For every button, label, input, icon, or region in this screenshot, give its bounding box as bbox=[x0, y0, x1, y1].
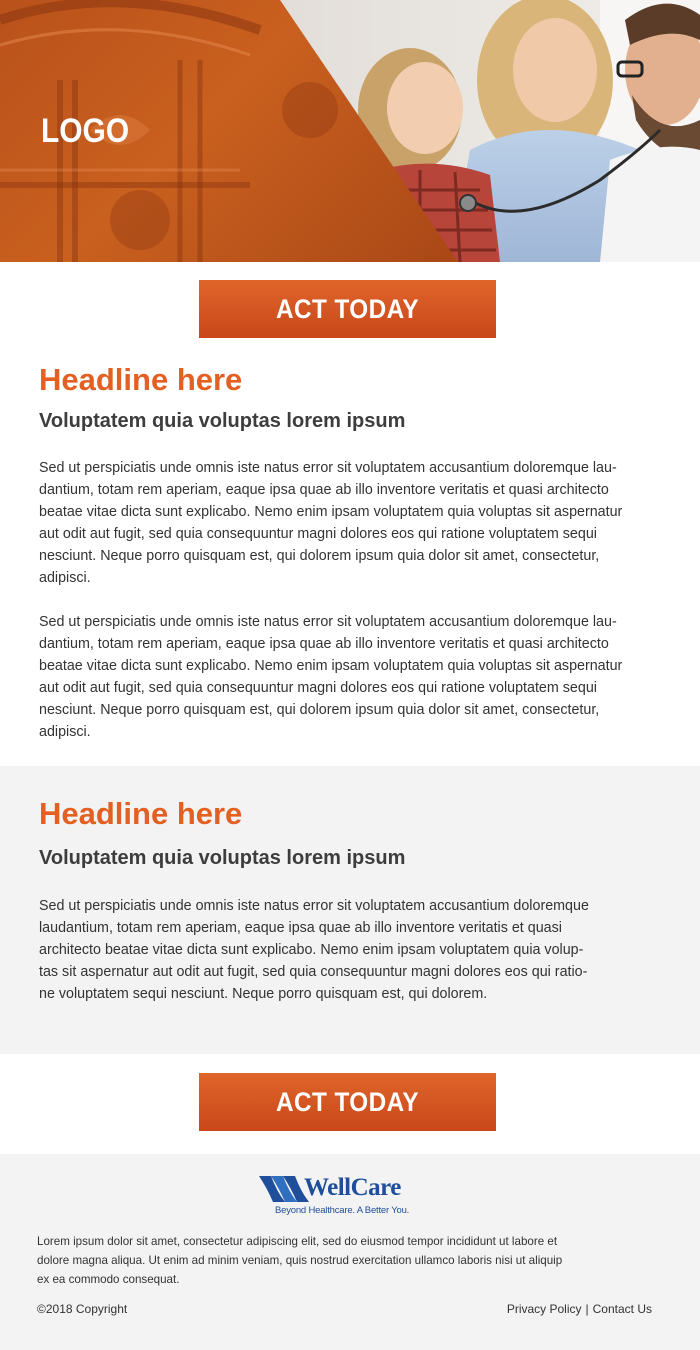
paragraph-line: beatae vitae dicta sunt explicabo. Nemo enim ipsam voluptatem quia voluptas sit aspernatur bbox=[39, 658, 623, 674]
paragraph-line: aut odit aut fugit, sed quia consequuntur magni dolores eos qui ratione voluptatem sequi bbox=[39, 680, 597, 696]
section-1-paragraph-1 bbox=[39, 457, 622, 589]
section-1-paragraph-2 bbox=[39, 611, 622, 743]
link-separator: | bbox=[585, 1302, 589, 1316]
wellcare-brand-logo[interactable] bbox=[259, 1172, 439, 1218]
wellcare-wave-icon bbox=[259, 1174, 309, 1204]
paragraph-line: Sed ut perspiciatis unde omnis iste natus error sit voluptatem accusantium doloremque lau- bbox=[39, 614, 617, 630]
section-2-paragraph bbox=[39, 895, 589, 1005]
paragraph-line: nesciunt. Neque porro quisquam est, qui dolorem ipsum quia dolor sit amet, consectetur, bbox=[39, 548, 600, 564]
paragraph-line: adipisci. bbox=[39, 570, 91, 586]
paragraph-line: beatae vitae dicta sunt explicabo. Nemo enim ipsam voluptatem quia voluptas sit aspernatur bbox=[39, 504, 623, 520]
paragraph-line: ne voluptatem sequi nesciunt. Neque porro quisquam est, qui dolorem. bbox=[39, 986, 488, 1002]
disclaimer-line: ex ea commodo consequat. bbox=[37, 1273, 180, 1286]
section-2-subhead: Voluptatem quia voluptas lorem ipsum bbox=[39, 847, 406, 869]
brand-tagline: Beyond Healthcare. A Better You. bbox=[275, 1205, 410, 1216]
logo-placeholder[interactable]: LOGO bbox=[41, 112, 130, 150]
paragraph-line: dantium, totam rem aperiam, eaque ipsa quae ab illo inventore veritatis et quasi architecto bbox=[39, 636, 609, 652]
paragraph-line: Sed ut perspiciatis unde omnis iste natus error sit voluptatem accusantium doloremque lau- bbox=[39, 460, 617, 476]
cta-bottom-wrap bbox=[199, 1073, 496, 1131]
act-today-label-top: ACT TODAY bbox=[275, 293, 420, 324]
paragraph-line: dantium, totam rem aperiam, eaque ipsa quae ab illo inventore veritatis et quasi architecto bbox=[39, 482, 609, 498]
disclaimer-line: Lorem ipsum dolor sit amet, consectetur adipiscing elit, sed do eiusmod tempor incididunt ut labore et bbox=[37, 1235, 558, 1248]
section-1-subhead: Voluptatem quia voluptas lorem ipsum bbox=[39, 410, 406, 432]
content-section-2 bbox=[0, 766, 700, 1054]
paragraph-line: laudantium, totam rem aperiam, eaque ipsa quae ab illo inventore veritatis et quasi bbox=[39, 920, 562, 936]
paragraph-line: adipisci. bbox=[39, 724, 91, 740]
paragraph-line: tas sit aspernatur aut odit aut fugit, sed quia consequuntur magni dolores eos qui ratio- bbox=[39, 964, 588, 980]
footer-links bbox=[507, 1302, 652, 1316]
paragraph-line: aut odit aut fugit, sed quia consequuntur magni dolores eos qui ratione voluptatem sequi bbox=[39, 526, 597, 542]
disclaimer-line: dolore magna aliqua. Ut enim ad minim veniam, quis nostrud exercitation ullamco laboris nisi ut aliquip bbox=[37, 1254, 563, 1267]
copyright-text: ©2018 Copyright bbox=[37, 1302, 128, 1316]
section-1-headline: Headline here bbox=[39, 362, 243, 397]
act-today-label-bottom: ACT TODAY bbox=[275, 1086, 420, 1117]
privacy-policy-link[interactable]: Privacy Policy bbox=[506, 1302, 582, 1316]
act-today-button-top[interactable] bbox=[199, 280, 496, 338]
hero-banner bbox=[0, 0, 700, 262]
paragraph-line: architecto beatae vitae dicta sunt explicabo. Nemo enim ipsam voluptatem quia volup- bbox=[39, 942, 584, 958]
paragraph-line: nesciunt. Neque porro quisquam est, qui dolorem ipsum quia dolor sit amet, consectetur, bbox=[39, 702, 600, 718]
footer bbox=[0, 1154, 700, 1350]
cta-top-wrap bbox=[199, 280, 496, 338]
brand-name: WellCare bbox=[304, 1174, 401, 1201]
paragraph-line: Sed ut perspiciatis unde omnis iste natus error sit voluptatem accusantium doloremque bbox=[39, 898, 589, 914]
section-2-headline: Headline here bbox=[39, 796, 243, 831]
act-today-button-bottom[interactable] bbox=[199, 1073, 496, 1131]
content-section-1 bbox=[0, 338, 700, 766]
footer-disclaimer bbox=[37, 1232, 562, 1289]
contact-us-link[interactable]: Contact Us bbox=[592, 1302, 652, 1316]
